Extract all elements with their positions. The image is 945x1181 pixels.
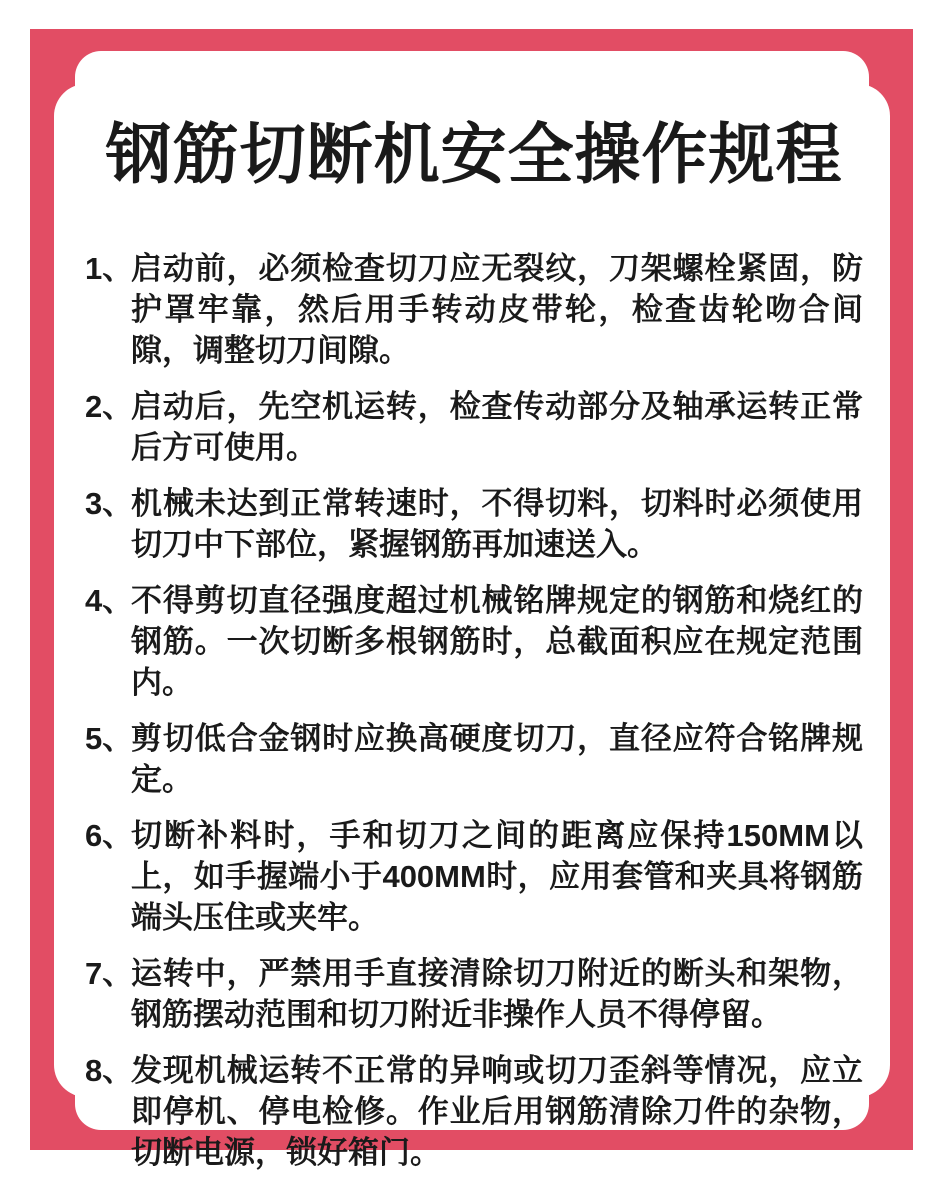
item-number: 4、 [85, 582, 134, 618]
page-title: 钢筋切断机安全操作规程 [105, 119, 843, 192]
poster-content [30, 29, 913, 1170]
item-text: 不得剪切直径强度超过机械铭牌规定的钢筋和烧红的钢筋。一次切断多根钢筋时，总截面积应在规定范围内。 [131, 582, 863, 700]
item-number: 6、 [85, 817, 134, 853]
item-number: 2、 [85, 388, 134, 424]
list-item [85, 1050, 863, 1173]
list-item [85, 248, 863, 371]
item-text: 运转中，严禁用手直接清除切刀附近的断头和架物，钢筋摆动范围和切刀附近非操作人员不得停留。 [131, 955, 863, 1032]
item-text: 启动后，先空机运转，检查传动部分及轴承运转正常后方可使用。 [131, 388, 863, 465]
item-number: 8、 [85, 1052, 134, 1088]
list-item [85, 483, 863, 565]
item-number: 5、 [85, 720, 134, 756]
list-item [85, 815, 863, 938]
item-text: 机械未达到正常转速时，不得切料，切料时必须使用切刀中下部位，紧握钢筋再加速送入。 [131, 485, 863, 562]
rules-list [85, 248, 863, 1173]
item-number: 3、 [85, 485, 134, 521]
item-number: 7、 [85, 955, 134, 991]
list-item [85, 580, 863, 703]
list-item [85, 953, 863, 1035]
item-text: 发现机械运转不正常的异响或切刀歪斜等情况，应立即停机、停电检修。作业后用钢筋清除刀件的杂物，切断电源，锁好箱门。 [131, 1052, 863, 1170]
list-item [85, 386, 863, 468]
item-text: 剪切低合金钢时应换高硬度切刀，直径应符合铭牌规定。 [131, 720, 863, 797]
poster-frame [30, 29, 913, 1170]
item-text: 启动前，必须检查切刀应无裂纹，刀架螺栓紧固，防护罩牢靠，然后用手转动皮带轮，检查齿轮吻合间隙，调整切刀间隙。 [131, 250, 863, 368]
item-text: 切断补料时，手和切刀之间的距离应保持150MM以上，如手握端小于400MM时，应用套管和夹具将钢筋端头压住或夹牢。 [131, 817, 863, 935]
list-item [85, 718, 863, 800]
item-number: 1、 [85, 250, 134, 286]
